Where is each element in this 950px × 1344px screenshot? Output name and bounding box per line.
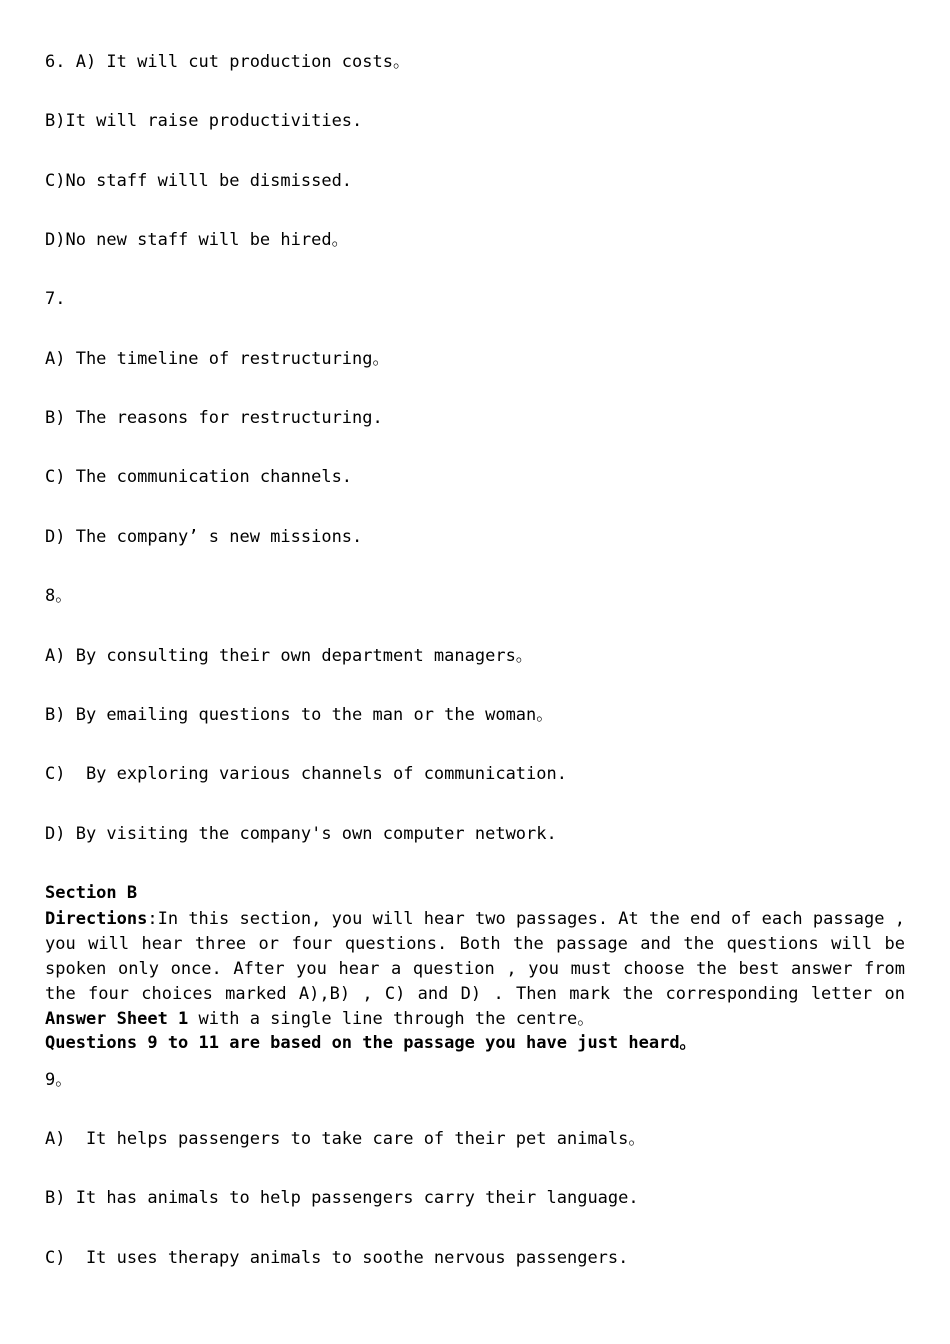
q7-option-a: A) The timeline of restructuring。	[45, 349, 390, 369]
q8-option-a: A) By consulting their own department managers。	[45, 646, 533, 666]
q7-number: 7.	[45, 289, 66, 309]
q9-option-b: B) It has animals to help passengers carry their language.	[45, 1188, 639, 1208]
q8-option-b: B) By emailing questions to the man or the woman。	[45, 705, 554, 725]
section-directions	[45, 907, 905, 1032]
q9-option-a: A) It helps passengers to take care of their pet animals。	[45, 1129, 646, 1149]
directions-label: Directions	[45, 909, 148, 929]
q6-option-b: B)It will raise productivities.	[45, 111, 363, 131]
q6-option-d: D)No new staff will be hired。	[45, 230, 349, 250]
directions-text-2: with a single line through the centre。	[188, 1009, 595, 1029]
q7-option-d: D) The company’ s new missions.	[45, 527, 363, 547]
q7-option-c: C) The communication channels.	[45, 467, 353, 487]
q8-option-d: D) By visiting the company's own computer network.	[45, 824, 557, 844]
q8-option-c: C) By exploring various channels of communication.	[45, 764, 567, 784]
q9-option-c: C) It uses therapy animals to soothe nervous passengers.	[45, 1248, 629, 1268]
q6-option-a: 6. A) It will cut production costs。	[45, 52, 410, 72]
q7-option-b: B) The reasons for restructuring.	[45, 408, 383, 428]
questions-note: Questions 9 to 11 are based on the passage you have just heard。	[45, 1033, 697, 1053]
answer-sheet-label: Answer Sheet 1	[45, 1009, 189, 1029]
q6-option-c: C)No staff willl be dismissed.	[45, 171, 353, 191]
section-title: Section B	[45, 883, 138, 903]
q9-number: 9。	[45, 1070, 73, 1090]
directions-text-1: :In this section, you will hear two passages. At the end of each passage , you will hear three or four questions. Both the passage and the questions will be spoken only once. After you hear a question , you must choose the best answer from the four choices marked A),B) , C) and D) . Then mark the corresponding letter on	[45, 909, 905, 1004]
q8-number: 8。	[45, 586, 73, 606]
